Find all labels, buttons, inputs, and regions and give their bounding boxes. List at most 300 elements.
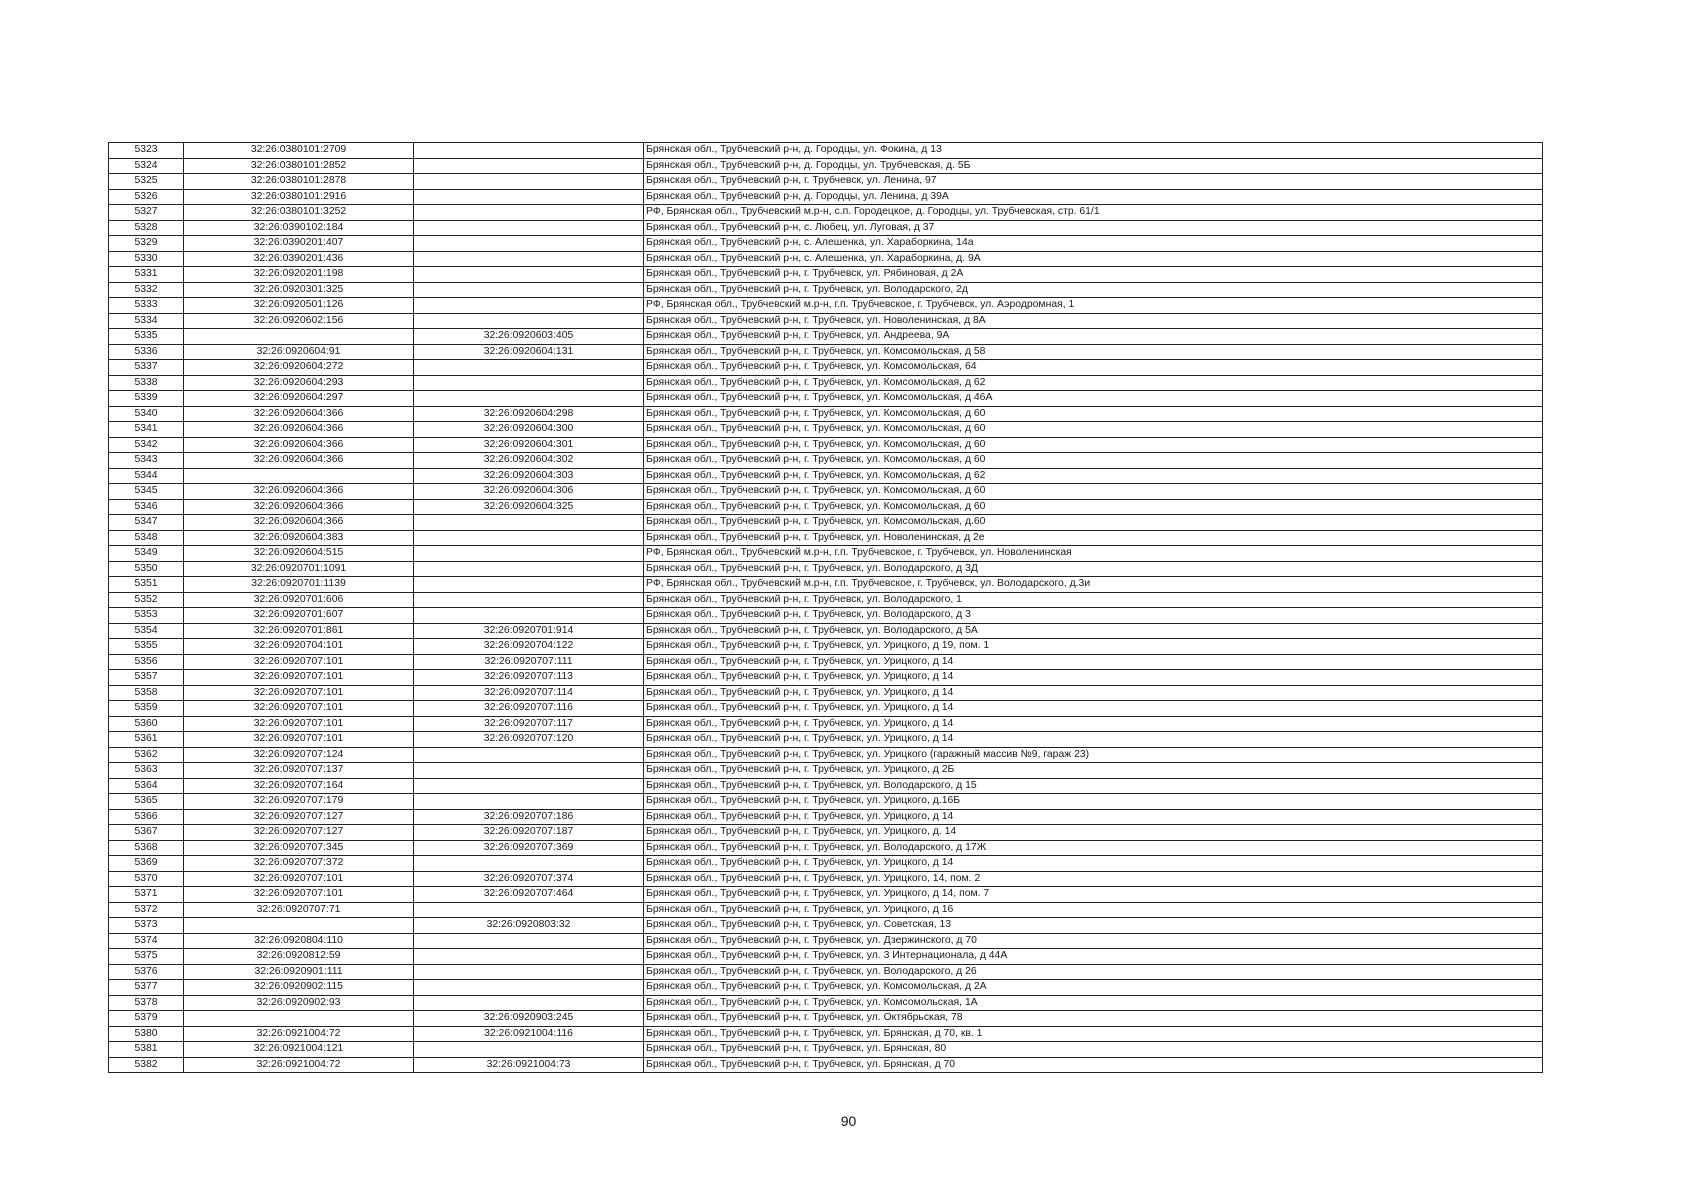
cadastral-number-cell: 32:26:0921004:72	[184, 1057, 414, 1073]
table-row	[109, 468, 1543, 484]
cadastral-number-cell: 32:26:0390102:184	[184, 220, 414, 236]
cadastral-number-cell: 32:26:0920701:861	[184, 623, 414, 639]
registry-table-body	[109, 143, 1543, 1073]
row-number-cell: 5329	[109, 236, 184, 252]
sub-cadastral-number-cell	[414, 546, 644, 562]
cadastral-number-cell: 32:26:0920604:293	[184, 375, 414, 391]
table-row	[109, 670, 1543, 686]
cadastral-number-cell: 32:26:0920707:345	[184, 840, 414, 856]
row-number-cell: 5341	[109, 422, 184, 438]
row-number-cell: 5371	[109, 887, 184, 903]
cadastral-number-cell: 32:26:0920902:93	[184, 995, 414, 1011]
cadastral-number-cell: 32:26:0920602:156	[184, 313, 414, 329]
cadastral-number-cell: 32:26:0920707:101	[184, 685, 414, 701]
table-row	[109, 344, 1543, 360]
table-row	[109, 189, 1543, 205]
table-row	[109, 484, 1543, 500]
cadastral-number-cell: 32:26:0920501:126	[184, 298, 414, 314]
sub-cadastral-number-cell	[414, 375, 644, 391]
cadastral-number-cell: 32:26:0390201:436	[184, 251, 414, 267]
sub-cadastral-number-cell: 32:26:0920604:131	[414, 344, 644, 360]
table-row	[109, 608, 1543, 624]
address-cell: Брянская обл., Трубчевский р-н, г. Трубчевск, ул. Урицкого, д 14	[644, 670, 1543, 686]
address-cell: Брянская обл., Трубчевский р-н, г. Трубчевск, ул. Комсомольская, д 62	[644, 468, 1543, 484]
sub-cadastral-number-cell: 32:26:0920604:300	[414, 422, 644, 438]
row-number-cell: 5359	[109, 701, 184, 717]
address-cell: Брянская обл., Трубчевский р-н, г. Трубчевск, ул. Комсомольская, д 58	[644, 344, 1543, 360]
address-cell: Брянская обл., Трубчевский р-н, г. Трубчевск, ул. Брянская, д 70, кв. 1	[644, 1026, 1543, 1042]
cadastral-number-cell: 32:26:0380101:3252	[184, 205, 414, 221]
sub-cadastral-number-cell	[414, 158, 644, 174]
table-row	[109, 143, 1543, 159]
cadastral-number-cell: 32:26:0920604:297	[184, 391, 414, 407]
sub-cadastral-number-cell: 32:26:0920707:464	[414, 887, 644, 903]
address-cell: РФ, Брянская обл., Трубчевский м.р-н, с.п. Городецкое, д. Городцы, ул. Трубчевская, стр. 61/1	[644, 205, 1543, 221]
row-number-cell: 5377	[109, 980, 184, 996]
cadastral-number-cell	[184, 918, 414, 934]
cadastral-number-cell: 32:26:0920707:101	[184, 732, 414, 748]
cadastral-number-cell: 32:26:0921004:121	[184, 1042, 414, 1058]
address-cell: Брянская обл., Трубчевский р-н, г. Трубчевск, ул. Володарского, д 3Д	[644, 561, 1543, 577]
sub-cadastral-number-cell	[414, 282, 644, 298]
address-cell: Брянская обл., Трубчевский р-н, г. Трубчевск, ул. Дзержинского, д 70	[644, 933, 1543, 949]
address-cell: Брянская обл., Трубчевский р-н, г. Трубчевск, ул. Урицкого, д 14	[644, 685, 1543, 701]
address-cell: Брянская обл., Трубчевский р-н, г. Трубчевск, ул. Урицкого, д 14	[644, 732, 1543, 748]
row-number-cell: 5330	[109, 251, 184, 267]
table-row	[109, 840, 1543, 856]
sub-cadastral-number-cell	[414, 902, 644, 918]
table-row	[109, 453, 1543, 469]
row-number-cell: 5348	[109, 530, 184, 546]
address-cell: Брянская обл., Трубчевский р-н, г. Трубчевск, ул. Комсомольская, д.60	[644, 515, 1543, 531]
table-row	[109, 499, 1543, 515]
sub-cadastral-number-cell: 32:26:0920707:111	[414, 654, 644, 670]
row-number-cell: 5327	[109, 205, 184, 221]
sub-cadastral-number-cell	[414, 995, 644, 1011]
sub-cadastral-number-cell: 32:26:0920803:32	[414, 918, 644, 934]
table-row	[109, 871, 1543, 887]
address-cell: Брянская обл., Трубчевский р-н, г. Трубчевск, ул. Советская, 13	[644, 918, 1543, 934]
table-row	[109, 546, 1543, 562]
sub-cadastral-number-cell	[414, 360, 644, 376]
address-cell: Брянская обл., Трубчевский р-н, д. Городцы, ул. Трубчевская, д. 5Б	[644, 158, 1543, 174]
sub-cadastral-number-cell	[414, 298, 644, 314]
row-number-cell: 5373	[109, 918, 184, 934]
cadastral-number-cell: 32:26:0920707:101	[184, 871, 414, 887]
cadastral-number-cell: 32:26:0920604:272	[184, 360, 414, 376]
sub-cadastral-number-cell	[414, 236, 644, 252]
table-row	[109, 887, 1543, 903]
sub-cadastral-number-cell	[414, 267, 644, 283]
row-number-cell: 5355	[109, 639, 184, 655]
cadastral-number-cell: 32:26:0920604:366	[184, 437, 414, 453]
table-row	[109, 406, 1543, 422]
row-number-cell: 5357	[109, 670, 184, 686]
sub-cadastral-number-cell	[414, 220, 644, 236]
row-number-cell: 5366	[109, 809, 184, 825]
address-cell: Брянская обл., Трубчевский р-н, г. Трубчевск, ул. Ленина, 97	[644, 174, 1543, 190]
address-cell: Брянская обл., Трубчевский р-н, г. Трубчевск, ул. Урицкого, д 14	[644, 856, 1543, 872]
cadastral-number-cell: 32:26:0920707:137	[184, 763, 414, 779]
address-cell: Брянская обл., Трубчевский р-н, д. Городцы, ул. Фокина, д 13	[644, 143, 1543, 159]
sub-cadastral-number-cell	[414, 313, 644, 329]
row-number-cell: 5380	[109, 1026, 184, 1042]
table-row	[109, 437, 1543, 453]
sub-cadastral-number-cell: 32:26:0920707:369	[414, 840, 644, 856]
address-cell: Брянская обл., Трубчевский р-н, г. Трубчевск, ул. Урицкого, д.16Б	[644, 794, 1543, 810]
address-cell: РФ, Брянская обл., Трубчевский м.р-н, г.п. Трубчевское, г. Трубчевск, ул. Аэродромная, 1	[644, 298, 1543, 314]
table-row	[109, 251, 1543, 267]
address-cell: Брянская обл., Трубчевский р-н, г. Трубчевск, ул. Комсомольская, д 60	[644, 422, 1543, 438]
row-number-cell: 5346	[109, 499, 184, 515]
sub-cadastral-number-cell	[414, 530, 644, 546]
sub-cadastral-number-cell: 32:26:0921004:73	[414, 1057, 644, 1073]
row-number-cell: 5335	[109, 329, 184, 345]
row-number-cell: 5343	[109, 453, 184, 469]
address-cell: Брянская обл., Трубчевский р-н, г. Трубчевск, ул. Урицкого, д 14, пом. 7	[644, 887, 1543, 903]
sub-cadastral-number-cell	[414, 515, 644, 531]
row-number-cell: 5381	[109, 1042, 184, 1058]
table-row	[109, 639, 1543, 655]
cadastral-number-cell: 32:26:0920704:101	[184, 639, 414, 655]
cadastral-number-cell: 32:26:0920804:110	[184, 933, 414, 949]
cadastral-number-cell: 32:26:0380101:2878	[184, 174, 414, 190]
address-cell: Брянская обл., Трубчевский р-н, г. Трубчевск, ул. Володарского, д 26	[644, 964, 1543, 980]
row-number-cell: 5363	[109, 763, 184, 779]
sub-cadastral-number-cell	[414, 205, 644, 221]
cadastral-number-cell: 32:26:0920604:91	[184, 344, 414, 360]
table-row	[109, 329, 1543, 345]
address-cell: Брянская обл., Трубчевский р-н, г. Трубчевск, ул. Октябрьская, 78	[644, 1011, 1543, 1027]
sub-cadastral-number-cell: 32:26:0920701:914	[414, 623, 644, 639]
address-cell: Брянская обл., Трубчевский р-н, г. Трубчевск, ул. Урицкого, д 14	[644, 654, 1543, 670]
cadastral-number-cell: 32:26:0380101:2709	[184, 143, 414, 159]
row-number-cell: 5372	[109, 902, 184, 918]
table-row	[109, 980, 1543, 996]
cadastral-number-cell	[184, 329, 414, 345]
row-number-cell: 5340	[109, 406, 184, 422]
cadastral-number-cell: 32:26:0920902:115	[184, 980, 414, 996]
row-number-cell: 5360	[109, 716, 184, 732]
sub-cadastral-number-cell	[414, 391, 644, 407]
address-cell: Брянская обл., Трубчевский р-н, г. Трубчевск, ул. Новоленинская, д 8А	[644, 313, 1543, 329]
row-number-cell: 5378	[109, 995, 184, 1011]
address-cell: Брянская обл., Трубчевский р-н, г. Трубчевск, ул. Урицкого (гаражный массив №9, гараж 23)	[644, 747, 1543, 763]
row-number-cell: 5323	[109, 143, 184, 159]
table-row	[109, 205, 1543, 221]
address-cell: Брянская обл., Трубчевский р-н, г. Трубчевск, ул. Урицкого, д 2Б	[644, 763, 1543, 779]
address-cell: Брянская обл., Трубчевский р-н, г. Трубчевск, ул. Урицкого, д 14	[644, 716, 1543, 732]
table-row	[109, 1057, 1543, 1073]
cadastral-number-cell: 32:26:0920707:101	[184, 654, 414, 670]
address-cell: Брянская обл., Трубчевский р-н, г. Трубчевск, ул. Володарского, д 17Ж	[644, 840, 1543, 856]
row-number-cell: 5352	[109, 592, 184, 608]
sub-cadastral-number-cell: 32:26:0920707:187	[414, 825, 644, 841]
table-row	[109, 964, 1543, 980]
row-number-cell: 5347	[109, 515, 184, 531]
cadastral-number-cell: 32:26:0380101:2852	[184, 158, 414, 174]
row-number-cell: 5374	[109, 933, 184, 949]
table-row	[109, 282, 1543, 298]
cadastral-number-cell: 32:26:0920707:127	[184, 809, 414, 825]
table-row	[109, 298, 1543, 314]
sub-cadastral-number-cell	[414, 174, 644, 190]
row-number-cell: 5336	[109, 344, 184, 360]
address-cell: Брянская обл., Трубчевский р-н, г. Трубчевск, ул. Урицкого, д 14	[644, 701, 1543, 717]
sub-cadastral-number-cell: 32:26:0920903:245	[414, 1011, 644, 1027]
registry-table	[108, 142, 1543, 1073]
table-row	[109, 902, 1543, 918]
address-cell: Брянская обл., Трубчевский р-н, г. Трубчевск, ул. Комсомольская, д 60	[644, 406, 1543, 422]
address-cell: Брянская обл., Трубчевский р-н, с. Алешенка, ул. Хараборкина, 14а	[644, 236, 1543, 252]
table-row	[109, 623, 1543, 639]
cadastral-number-cell: 32:26:0920201:198	[184, 267, 414, 283]
sub-cadastral-number-cell: 32:26:0920604:306	[414, 484, 644, 500]
row-number-cell: 5354	[109, 623, 184, 639]
table-row	[109, 825, 1543, 841]
cadastral-number-cell: 32:26:0920604:366	[184, 453, 414, 469]
row-number-cell: 5358	[109, 685, 184, 701]
address-cell: Брянская обл., Трубчевский р-н, г. Трубчевск, ул. Комсомольская, д 2А	[644, 980, 1543, 996]
cadastral-number-cell: 32:26:0920701:1091	[184, 561, 414, 577]
table-row	[109, 794, 1543, 810]
address-cell: Брянская обл., Трубчевский р-н, г. Трубчевск, ул. Володарского, д 3	[644, 608, 1543, 624]
sub-cadastral-number-cell	[414, 763, 644, 779]
sub-cadastral-number-cell: 32:26:0920707:113	[414, 670, 644, 686]
sub-cadastral-number-cell: 32:26:0920707:114	[414, 685, 644, 701]
sub-cadastral-number-cell: 32:26:0920604:303	[414, 468, 644, 484]
sub-cadastral-number-cell	[414, 592, 644, 608]
row-number-cell: 5369	[109, 856, 184, 872]
row-number-cell: 5361	[109, 732, 184, 748]
address-cell: Брянская обл., Трубчевский р-н, г. Трубчевск, ул. Комсомольская, 64	[644, 360, 1543, 376]
row-number-cell: 5324	[109, 158, 184, 174]
sub-cadastral-number-cell: 32:26:0920707:120	[414, 732, 644, 748]
cadastral-number-cell: 32:26:0920604:366	[184, 484, 414, 500]
table-row	[109, 1042, 1543, 1058]
cadastral-number-cell: 32:26:0920604:366	[184, 406, 414, 422]
row-number-cell: 5328	[109, 220, 184, 236]
table-row	[109, 918, 1543, 934]
table-row	[109, 220, 1543, 236]
row-number-cell: 5349	[109, 546, 184, 562]
cadastral-number-cell: 32:26:0920604:383	[184, 530, 414, 546]
row-number-cell: 5334	[109, 313, 184, 329]
address-cell: Брянская обл., Трубчевский р-н, г. Трубчевск, ул. Брянская, д 70	[644, 1057, 1543, 1073]
table-row	[109, 422, 1543, 438]
address-cell: Брянская обл., Трубчевский р-н, г. Трубчевск, ул. Комсомольская, д 60	[644, 453, 1543, 469]
address-cell: Брянская обл., Трубчевский р-н, г. Трубчевск, ул. Володарского, 1	[644, 592, 1543, 608]
cadastral-number-cell: 32:26:0920707:101	[184, 887, 414, 903]
sub-cadastral-number-cell	[414, 251, 644, 267]
table-row	[109, 701, 1543, 717]
sub-cadastral-number-cell	[414, 561, 644, 577]
sub-cadastral-number-cell	[414, 143, 644, 159]
address-cell: Брянская обл., Трубчевский р-н, г. Трубчевск, ул. Урицкого, 14, пом. 2	[644, 871, 1543, 887]
cadastral-number-cell: 32:26:0920901:111	[184, 964, 414, 980]
cadastral-number-cell: 32:26:0920707:124	[184, 747, 414, 763]
table-row	[109, 174, 1543, 190]
table-row	[109, 267, 1543, 283]
cadastral-number-cell: 32:26:0920812:59	[184, 949, 414, 965]
sub-cadastral-number-cell: 32:26:0920604:301	[414, 437, 644, 453]
cadastral-number-cell: 32:26:0920707:164	[184, 778, 414, 794]
sub-cadastral-number-cell	[414, 964, 644, 980]
row-number-cell: 5356	[109, 654, 184, 670]
cadastral-number-cell: 32:26:0920604:515	[184, 546, 414, 562]
address-cell: Брянская обл., Трубчевский р-н, г. Трубчевск, ул. 3 Интернационала, д 44А	[644, 949, 1543, 965]
page-number: 90	[840, 1113, 857, 1129]
row-number-cell: 5338	[109, 375, 184, 391]
row-number-cell: 5342	[109, 437, 184, 453]
address-cell: Брянская обл., Трубчевский р-н, г. Трубчевск, ул. Володарского, д 5А	[644, 623, 1543, 639]
sub-cadastral-number-cell	[414, 608, 644, 624]
row-number-cell: 5344	[109, 468, 184, 484]
cadastral-number-cell: 32:26:0920707:127	[184, 825, 414, 841]
table-row	[109, 995, 1543, 1011]
address-cell: Брянская обл., Трубчевский р-н, г. Трубчевск, ул. Новоленинская, д 2е	[644, 530, 1543, 546]
cadastral-number-cell: 32:26:0390201:407	[184, 236, 414, 252]
row-number-cell: 5375	[109, 949, 184, 965]
cadastral-number-cell: 32:26:0920707:372	[184, 856, 414, 872]
sub-cadastral-number-cell	[414, 980, 644, 996]
row-number-cell: 5382	[109, 1057, 184, 1073]
row-number-cell: 5333	[109, 298, 184, 314]
address-cell: Брянская обл., Трубчевский р-н, г. Трубчевск, ул. Андреева, 9А	[644, 329, 1543, 345]
row-number-cell: 5326	[109, 189, 184, 205]
address-cell: Брянская обл., Трубчевский р-н, г. Трубчевск, ул. Комсомольская, д 60	[644, 437, 1543, 453]
cadastral-number-cell: 32:26:0920301:325	[184, 282, 414, 298]
table-row	[109, 809, 1543, 825]
cadastral-number-cell: 32:26:0920707:71	[184, 902, 414, 918]
cadastral-number-cell: 32:26:0920701:606	[184, 592, 414, 608]
row-number-cell: 5376	[109, 964, 184, 980]
row-number-cell: 5351	[109, 577, 184, 593]
cadastral-number-cell: 32:26:0920707:101	[184, 701, 414, 717]
table-row	[109, 732, 1543, 748]
address-cell: Брянская обл., Трубчевский р-н, г. Трубчевск, ул. Володарского, д 15	[644, 778, 1543, 794]
cadastral-number-cell	[184, 1011, 414, 1027]
address-cell: Брянская обл., Трубчевский р-н, д. Городцы, ул. Ленина, д 39А	[644, 189, 1543, 205]
row-number-cell: 5332	[109, 282, 184, 298]
row-number-cell: 5345	[109, 484, 184, 500]
cadastral-number-cell: 32:26:0920604:366	[184, 499, 414, 515]
table-row	[109, 933, 1543, 949]
address-cell: Брянская обл., Трубчевский р-н, г. Трубчевск, ул. Урицкого, д 19, пом. 1	[644, 639, 1543, 655]
table-row	[109, 592, 1543, 608]
row-number-cell: 5325	[109, 174, 184, 190]
row-number-cell: 5353	[109, 608, 184, 624]
address-cell: Брянская обл., Трубчевский р-н, г. Трубчевск, ул. Урицкого, д 16	[644, 902, 1543, 918]
sub-cadastral-number-cell	[414, 189, 644, 205]
row-number-cell: 5350	[109, 561, 184, 577]
cadastral-number-cell: 32:26:0920707:101	[184, 670, 414, 686]
address-cell: Брянская обл., Трубчевский р-н, г. Трубчевск, ул. Комсомольская, д 62	[644, 375, 1543, 391]
sub-cadastral-number-cell: 32:26:0920603:405	[414, 329, 644, 345]
sub-cadastral-number-cell: 32:26:0920707:186	[414, 809, 644, 825]
cadastral-number-cell: 32:26:0920701:607	[184, 608, 414, 624]
table-row	[109, 716, 1543, 732]
cadastral-number-cell: 32:26:0920707:179	[184, 794, 414, 810]
row-number-cell: 5368	[109, 840, 184, 856]
address-cell: РФ, Брянская обл., Трубчевский м.р-н, г.п. Трубчевское, г. Трубчевск, ул. Володарского, д.3и	[644, 577, 1543, 593]
sub-cadastral-number-cell	[414, 949, 644, 965]
sub-cadastral-number-cell	[414, 933, 644, 949]
sub-cadastral-number-cell	[414, 747, 644, 763]
sub-cadastral-number-cell: 32:26:0920704:122	[414, 639, 644, 655]
address-cell: Брянская обл., Трубчевский р-н, г. Трубчевск, ул. Комсомольская, д 60	[644, 484, 1543, 500]
address-cell: Брянская обл., Трубчевский р-н, г. Трубчевск, ул. Комсомольская, 1А	[644, 995, 1543, 1011]
sub-cadastral-number-cell: 32:26:0920604:298	[414, 406, 644, 422]
table-row	[109, 856, 1543, 872]
row-number-cell: 5337	[109, 360, 184, 376]
row-number-cell: 5362	[109, 747, 184, 763]
table-row	[109, 747, 1543, 763]
address-cell: Брянская обл., Трубчевский р-н, г. Трубчевск, ул. Брянская, 80	[644, 1042, 1543, 1058]
table-row	[109, 949, 1543, 965]
address-cell: Брянская обл., Трубчевский р-н, г. Трубчевск, ул. Урицкого, д 14	[644, 809, 1543, 825]
sub-cadastral-number-cell: 32:26:0920707:374	[414, 871, 644, 887]
sub-cadastral-number-cell	[414, 577, 644, 593]
table-row	[109, 1011, 1543, 1027]
address-cell: Брянская обл., Трубчевский р-н, г. Трубчевск, ул. Урицкого, д. 14	[644, 825, 1543, 841]
registry-table-container	[108, 142, 1542, 1073]
address-cell: Брянская обл., Трубчевский р-н, г. Трубчевск, ул. Володарского, 2д	[644, 282, 1543, 298]
table-row	[109, 577, 1543, 593]
cadastral-number-cell	[184, 468, 414, 484]
sub-cadastral-number-cell: 32:26:0921004:116	[414, 1026, 644, 1042]
table-row	[109, 375, 1543, 391]
sub-cadastral-number-cell	[414, 1042, 644, 1058]
sub-cadastral-number-cell: 32:26:0920707:117	[414, 716, 644, 732]
row-number-cell: 5331	[109, 267, 184, 283]
address-cell: Брянская обл., Трубчевский р-н, г. Трубчевск, ул. Комсомольская, д 46А	[644, 391, 1543, 407]
address-cell: Брянская обл., Трубчевский р-н, г. Трубчевск, ул. Комсомольская, д 60	[644, 499, 1543, 515]
row-number-cell: 5379	[109, 1011, 184, 1027]
table-row	[109, 561, 1543, 577]
table-row	[109, 763, 1543, 779]
sub-cadastral-number-cell: 32:26:0920604:302	[414, 453, 644, 469]
sub-cadastral-number-cell	[414, 856, 644, 872]
row-number-cell: 5365	[109, 794, 184, 810]
table-row	[109, 158, 1543, 174]
address-cell: Брянская обл., Трубчевский р-н, с. Алешенка, ул. Хараборкина, д. 9А	[644, 251, 1543, 267]
cadastral-number-cell: 32:26:0380101:2916	[184, 189, 414, 205]
cadastral-number-cell: 32:26:0921004:72	[184, 1026, 414, 1042]
address-cell: РФ, Брянская обл., Трубчевский м.р-н, г.п. Трубчевское, г. Трубчевск, ул. Новоленинская	[644, 546, 1543, 562]
cadastral-number-cell: 32:26:0920604:366	[184, 515, 414, 531]
table-row	[109, 515, 1543, 531]
sub-cadastral-number-cell	[414, 794, 644, 810]
cadastral-number-cell: 32:26:0920707:101	[184, 716, 414, 732]
sub-cadastral-number-cell: 32:26:0920604:325	[414, 499, 644, 515]
row-number-cell: 5364	[109, 778, 184, 794]
table-row	[109, 360, 1543, 376]
table-row	[109, 313, 1543, 329]
row-number-cell: 5370	[109, 871, 184, 887]
table-row	[109, 778, 1543, 794]
row-number-cell: 5367	[109, 825, 184, 841]
sub-cadastral-number-cell	[414, 778, 644, 794]
cadastral-number-cell: 32:26:0920701:1139	[184, 577, 414, 593]
table-row	[109, 685, 1543, 701]
sub-cadastral-number-cell: 32:26:0920707:116	[414, 701, 644, 717]
table-row	[109, 654, 1543, 670]
table-row	[109, 236, 1543, 252]
cadastral-number-cell: 32:26:0920604:366	[184, 422, 414, 438]
table-row	[109, 391, 1543, 407]
address-cell: Брянская обл., Трубчевский р-н, г. Трубчевск, ул. Рябиновая, д 2А	[644, 267, 1543, 283]
